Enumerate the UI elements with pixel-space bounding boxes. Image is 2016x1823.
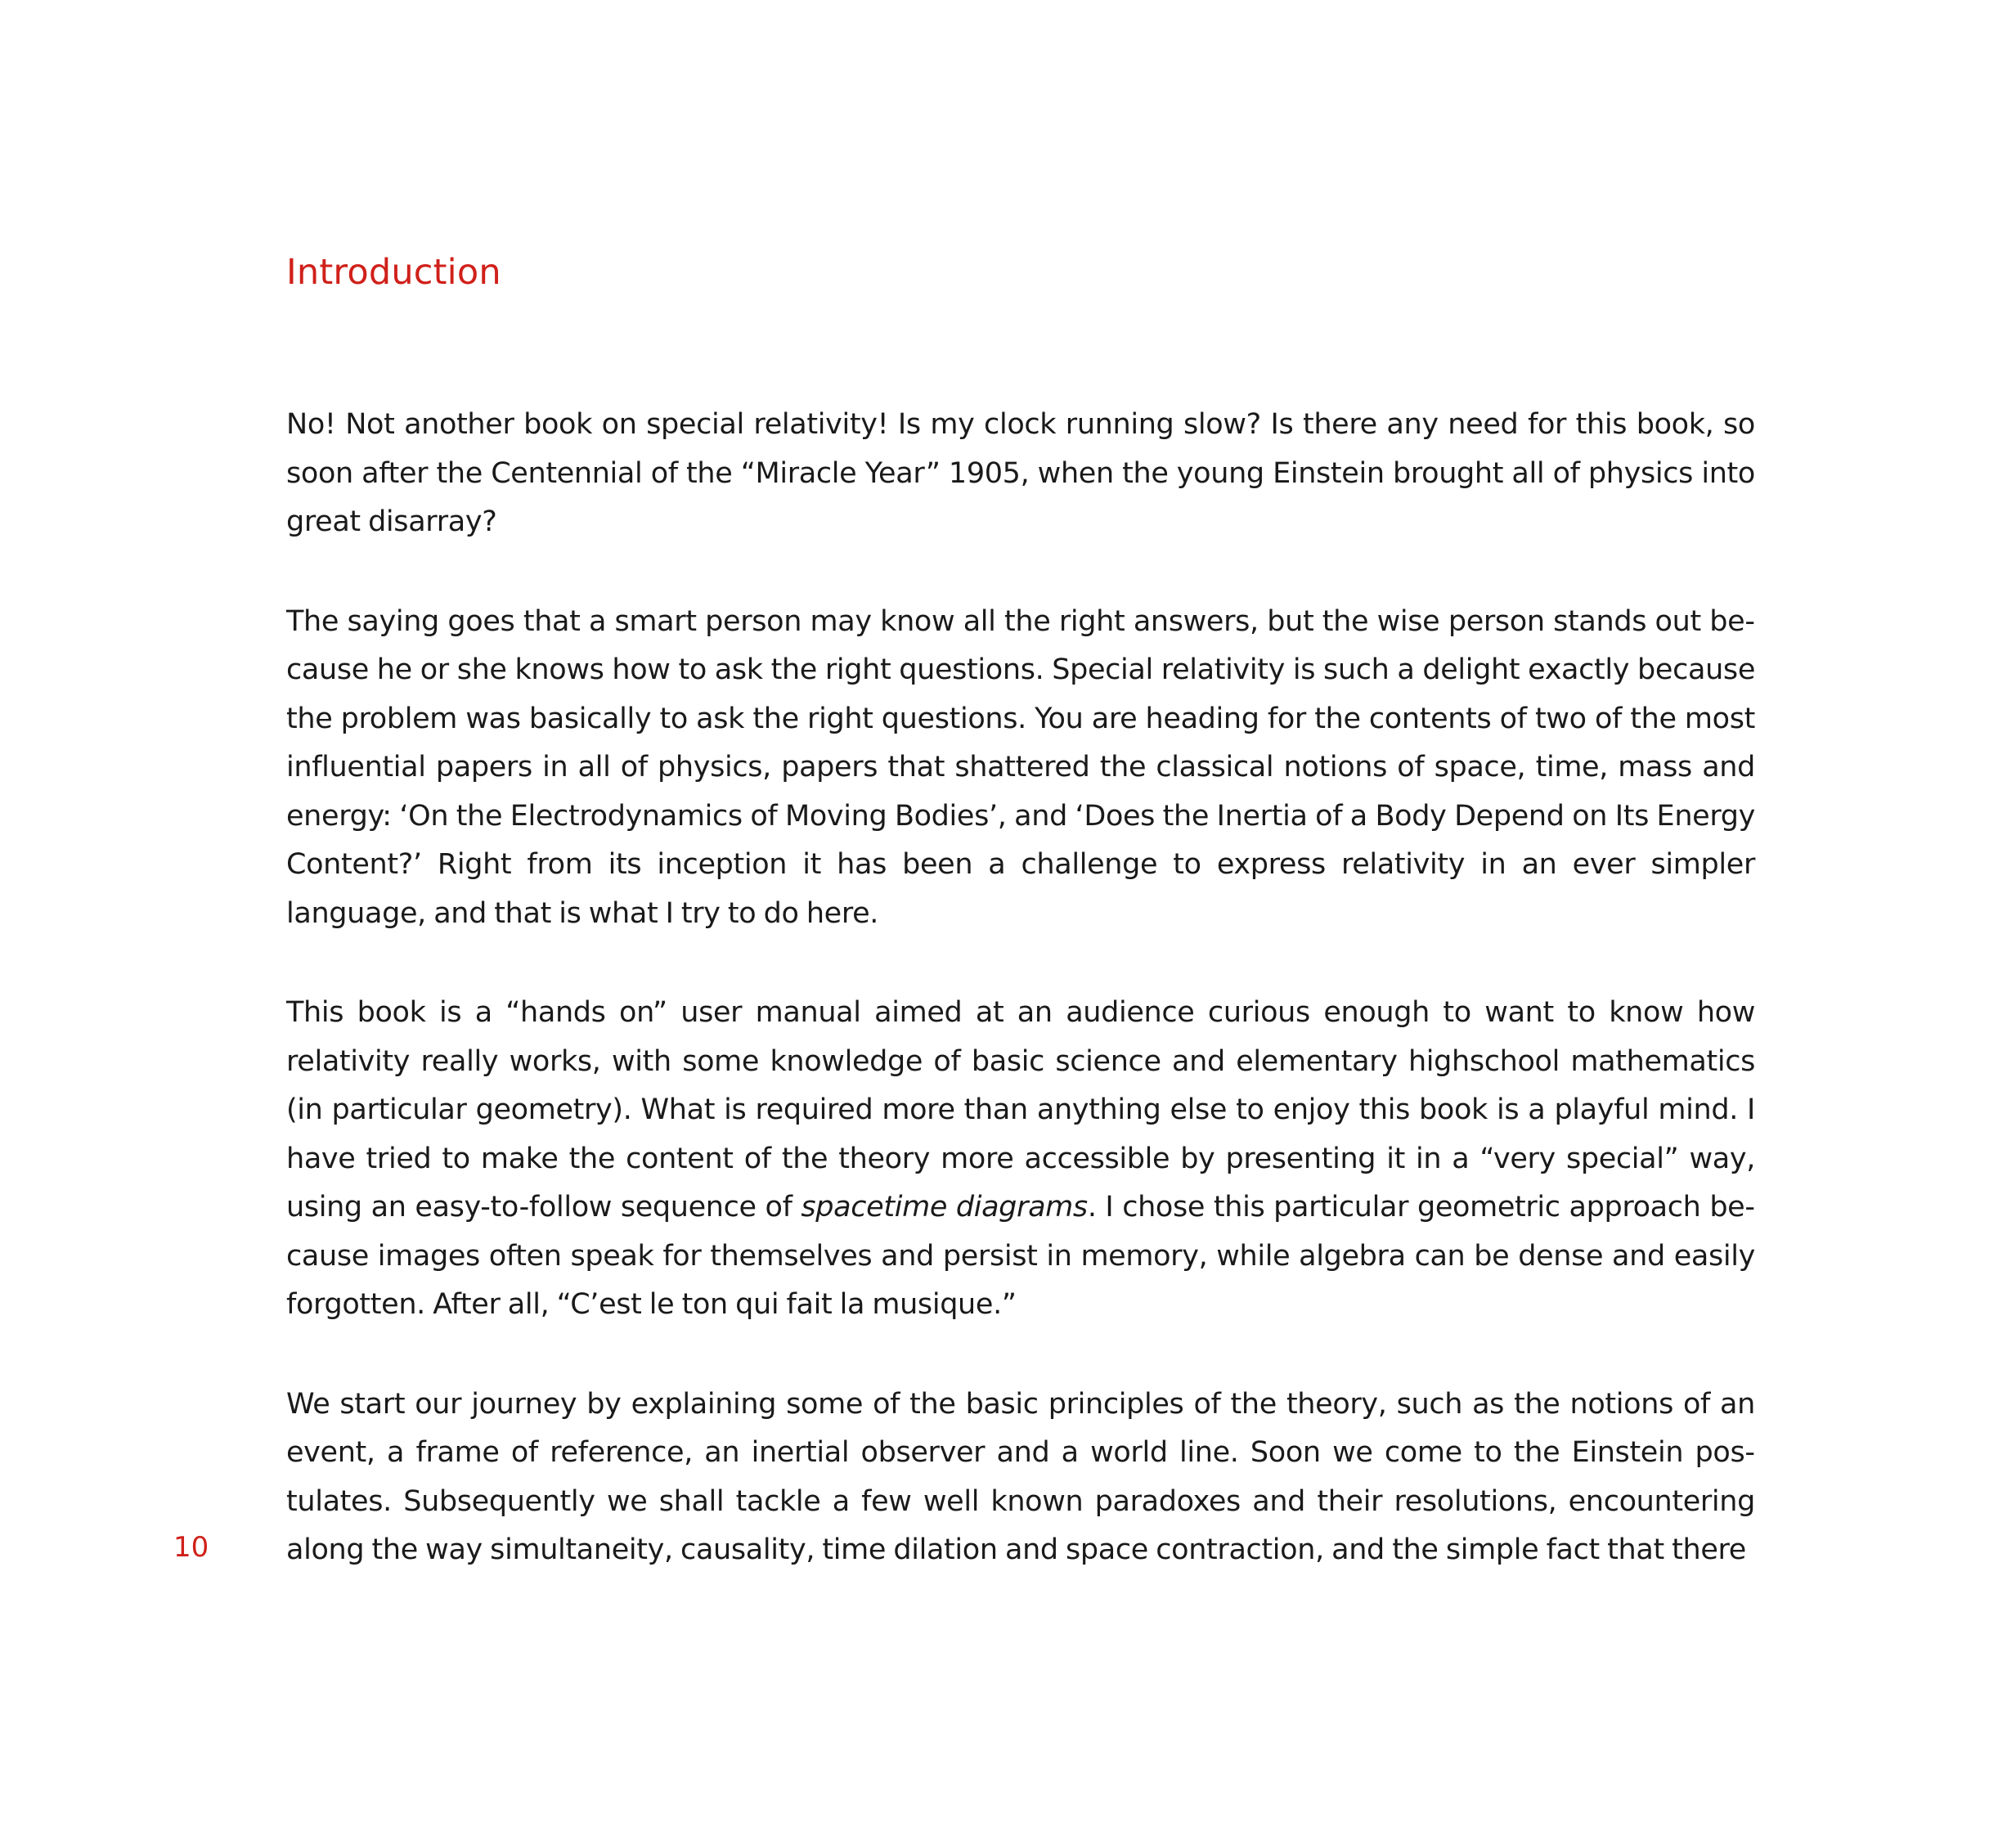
paragraph-3-text-before: This book is a “hands on” user manual aimed at an audience curious enough to want to know how relativity really works, with some knowledge of basic science and elementary highschool mathematics (in particular geometry). What is required more than anything else to enjoy this book is a playful mind. I have tried to make the content of the theory more accessible by presenting it in a “very special” way, using an easy-to-follow sequence of <box>286 996 1755 1224</box>
paragraph-4: We start our journey by explaining some of the basic principles of the theory, such as the notions of an event, a frame of reference, an inertial observer and a world line. Soon we come to the Einstein postulates. Subsequently we shall tackle a few well known paradoxes and their resolutions, encountering along the way simultaneity, causality, time dilation and space contraction, and the simple fact that there <box>286 1387 1755 1566</box>
page-number: 10 <box>173 1531 209 1564</box>
paragraph-3-text-after: . I chose this particular geometric approach because images often speak for themselves and persist in memory, while algebra can be dense and easily forgotten. After all, “C’est le ton qui fait la musique.” <box>286 1191 1756 1321</box>
chapter-heading: Introduction <box>286 252 501 293</box>
body-text <box>286 401 1755 1626</box>
paragraph-3-emphasis: spacetime diagrams <box>801 1191 1088 1224</box>
paragraph-1: No! Not another book on special relativity! Is my clock running slow? Is there any need for this book, so soon after the Centennial of the “Miracle Year” 1905, when the young Einstein brought all of physics into great disarray? <box>286 408 1755 538</box>
paragraph-3 <box>286 989 1755 1330</box>
paragraph-2: The saying goes that a smart person may know all the right answers, but the wise person stands out because he or she knows how to ask the right questions. Special relativity is such a delight exactly because the problem was basically to ask the right questions. You are heading for the contents of two of the most influential papers in all of physics, papers that shattered the classical notions of space, time, mass and energy: ‘On the Electrodynamics of Moving Bodies’, and ‘Does the Inertia of a Body Depend on Its Energy Content?’ Right from its inception it has been a challenge to express relativity in an ever simpler language, and that is what I try to do here. <box>286 604 1755 930</box>
